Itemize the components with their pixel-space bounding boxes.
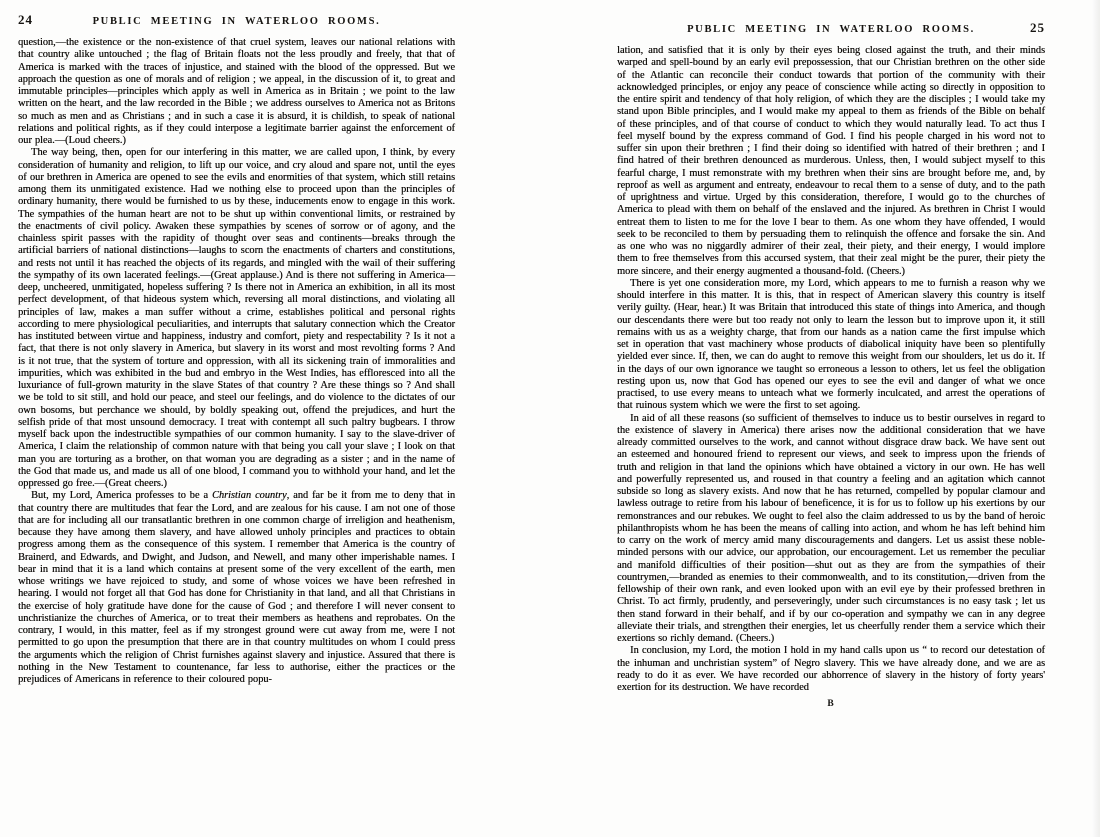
page-left xyxy=(18,12,455,686)
paragraph: The way being, then, open for our interfering in this matter, we are called upon, I think, by every consideration of humanity and religion, to lift up our voice, and cry aloud and spare not, until the eyes of our brethren in America are opened to see the evils and enormities of that system, which still retains among them its unmitigated existence. Had we nothing else to proceed upon than the principles of ordinary humanity, there would be furnished to us by these, inducements enow to engage in this work. The sympathies of the human heart are not to be shut up within conventional limits, or restrained by the enactments of civil policy. Awaken these sympathies by scenes of sorrow or of agony, and the chainless spirit passes with the rapidity of thought over seas and continents—breaks through the artificial barriers of national distinctions—laughs to scorn the enactments of charters and constitutions, and rests not until it has reached the objects of its regards, and mingled with the wail of their suffering the sympathy of its own lacerated feelings.—(Great applause.) And is there not suffering in America—deep, uncheered, unmitigated, hopeless suffering ? Is there not in America an exhibition, in all its most perfect development, of that hideous system which, reversing all moral distinctions, and violating all principles of law, makes a man suffer without a crime, establishes political and personal rights according to mere physiological peculiarities, and interrupts that salutary connection which the Creator has instituted between virtue and happiness, industry and comfort, piety and respectability ? Is it not a fact, that there is not only slavery in America, but slavery in its worst and most revolting forms ? And is it not true, that the system of torture and oppression, with all its sickening train of immoralities and impurities, which was exhibited in the bud and embryo in the West Indies, has effloresced into all the luxuriance of full-grown maturity in the slave States of that country ? Are these things so ? And shall we be told to sit still, and hold our peace, and steel our feelings, and do violence to the dictates of our own bosoms, but perchance we should, by boldly speaking out, offend the prejudices, and hurt the selfish pride of that most unsound democracy. I treat with contempt all such paltry bugbears. I throw myself back upon the indestructible sympathies of our common humanity. I say to the slave-driver of America, I claim the relationship of common nature with that being you call your slave ; I look on that man you are torturing as a brother, on that woman you are degrading as a sister ; and in the name of the God that made us, and made us all of one blood, I command you to withhold your hand, and let the oppressed go free.—(Great cheers.) xyxy=(18,147,455,489)
paragraph: There is yet one consideration more, my Lord, which appears to me to furnish a reason why we should interfere in this matter. It is this, that in respect of American slavery this country is itself verily guilty. (Hear, hear.) It was Britain that introduced this state of things into America, and though our descendants there were but too ready not only to learn the lesson but to improve upon it, it still remains with us as a weighty charge, that from our hands as a nation came the first impulse which set in operation that vast machinery whose products of diabolical iniquity have been so plentifully yielded ever since. If, then, we can do aught to remove this weight from our shoulders, let us do it. If in the days of our own ignorance we taught so erroneous a lesson to others, let us feel the obligation resting upon us, now that God has opened our eyes to see the evil and danger of what we once practised, to use every means to unteach what we formerly inculcated, and arrest the operations of that ruinous system which we were the first to set agoing. xyxy=(617,277,1045,412)
running-head-right xyxy=(617,20,1045,36)
paragraph: But, my Lord, America professes to be a Christian country, and far be it from me to deny that in that country there are multitudes that fear the Lord, and are zealous for his cause. I am not one of those that are for including all our transatlantic brethren in one common charge of irreligion and heathenism, because they have among them slavery, and have allowed unholy principles and practices to obtain progress among them as the consequence of this system. I remember that America is the country of Brainerd, and Edwards, and Dwight, and Judson, and Newell, and many other imperishable names. I bear in mind that it is a land which contains at present some of the very excellent of the earth, men whose writings we have rejoiced to study, and some of whose voices we have been refreshed in hearing. I would not forget all that God has done for Christianity in that land, and all that Christians in the exercise of holy gratitude have done for the cause of God ; and therefore I will never consent to unchristianize the churches of America, or to treat their members as heathens and reprobates. On the contrary, I would, in this matter, feel as if my strongest ground were cut away from me, were I not permitted to go upon the presumption that there are in that country multitudes on whom I could press the arguments which the religion of Christ furnishes against slavery and injustice. Assured that there is nothing in the New Testament to countenance, far less to authorise, either the practices or the prejudices of Americans in reference to their coloured popu- xyxy=(18,490,455,685)
page-body-right xyxy=(617,45,1045,694)
running-head-left xyxy=(18,12,455,28)
running-header-title-left: PUBLIC MEETING IN WATERLOO ROOMS. xyxy=(92,16,381,27)
page-number-left: 24 xyxy=(18,12,33,27)
page-number-right: 25 xyxy=(1030,20,1045,35)
scan-edge-shadow xyxy=(1092,0,1100,837)
page-right xyxy=(617,20,1045,709)
paragraph: In conclusion, my Lord, the motion I hold in my hand calls upon us “ to record our detestation of the inhuman and unchristian system” of Negro slavery. This we have already done, and we are as ready to do it as ever. We have recorded our abhorrence of slavery in the history of forty years' exertion for its destruction. We have recorded xyxy=(617,645,1045,693)
signature-mark: B xyxy=(827,699,835,710)
page-body-left xyxy=(18,37,455,686)
paragraph: In aid of all these reasons (so sufficient of themselves to induce us to bestir ourselves in regard to the existence of slavery in America) there arises now the additional consideration that we have already committed ourselves to the work, and cannot without disgrace draw back. We have sent out an esteemed and honoured friend to represent our views, and seek to impress upon the friends of truth and religion in that land the opinions which have obtained a victory in our own. He has well and powerfully represented us, and roused in that country a feeling and an agitation which cannot subside so long as slavery exists. And now that he has returned, compelled by popular clamour and lawless outrage to retire from his labour of beneficence, it is for us to follow up his exertions by our remonstrances and our rebukes. We ought to feel also the claim addressed to us by the band of heroic philanthropists whom he has been the means of calling into action, and whom he has left behind him to carry on the work of mercy amid many discouragements and dangers. Let us assist these noble-minded persons with our advice, our approbation, our encouragement. Let us remember the peculiar and manifold difficulties of their position—shut out as they are from the sympathies of their countrymen,—branded as enemies to their commonwealth, and to its constitution,—driven from the fellowship of their own rank, and even looked upon with an evil eye by their professed brethren in Christ. To act firmly, prudently, and perseveringly, under such circumstances is no easy task ; let us then stand forward in their behalf, and if by our co-operation and sympathy we can in any degree alleviate their trials, and strengthen their energies, let us cheerfully render them a service which their exertions so richly demand. (Cheers.) xyxy=(617,412,1045,644)
running-header-title-right: PUBLIC MEETING IN WATERLOO ROOMS. xyxy=(687,24,975,35)
paragraph: lation, and satisfied that it is only by their eyes being closed against the truth, and their minds warped and spell-bound by an early evil prepossession, that our Christian brethren on the other side of the Atlantic can reconcile their conduct towards that portion of the community with their acknowledged principles, or enjoy any peace of conscience while acting so directly in opposition to the entire spirit and tendency of that holy religion, of which they are the disciples ; I would take my stand upon Bible principles, and I would make my appeal to them as friends of the Bible on behalf of these principles, and of that course of conduct to which they would naturally lead. To act thus I feel myself bound by the express command of God. I find his people charged in his word not to suffer sin upon their brethren ; I find their doing so identified with hatred of their brethren ; and I find hatred of their brethren denounced as murderous. Unless, then, I would subject myself to this fearful charge, I must remonstrate with my brethren when their sins are brought before me, and, by reproof as well as argument and entreaty, endeavour to recal them to a sense of duty, and to the path of uprightness and virtue. Urged by this consideration, therefore, I would go to the churches of America to plead with them on behalf of the enslaved and the injured. As brethren in Christ I would entreat them to listen to me for the love I bear to them. As one whom they have offended, I would seek to be reconciled to them by persuading them to relinquish the offence and forsake the sin. And as one who was no niggardly admirer of their zeal, their piety, and their energy, I would implore them to free themselves from this accursed system, that their zeal might be the purer, their piety the more sincere, and their energy augmented a thousand-fold. (Cheers.) xyxy=(617,45,1045,277)
paragraph: question,—the existence or the non-existence of that cruel system, leaves our national relations with that country alike untouched ; the flag of Britain floats not the less proudly and freely, that that of America is marked with the traces of injustice, and stained with the blood of the oppressed. But we approach the question as one of morals and of religion ; we appeal, in the discussion of it, to great and immutable principles—principles which apply as well in America as in Britain ; we point to the law written on the heart, and the law recorded in the Bible ; we address ourselves to America not as Britons so much as men and as Christians ; and in such a case it is absurd, it is childish, to speak of national relations and political rights, as if they could interpose a legitimate barrier against the enforcement of our plea.—(Loud cheers.) xyxy=(18,37,455,146)
